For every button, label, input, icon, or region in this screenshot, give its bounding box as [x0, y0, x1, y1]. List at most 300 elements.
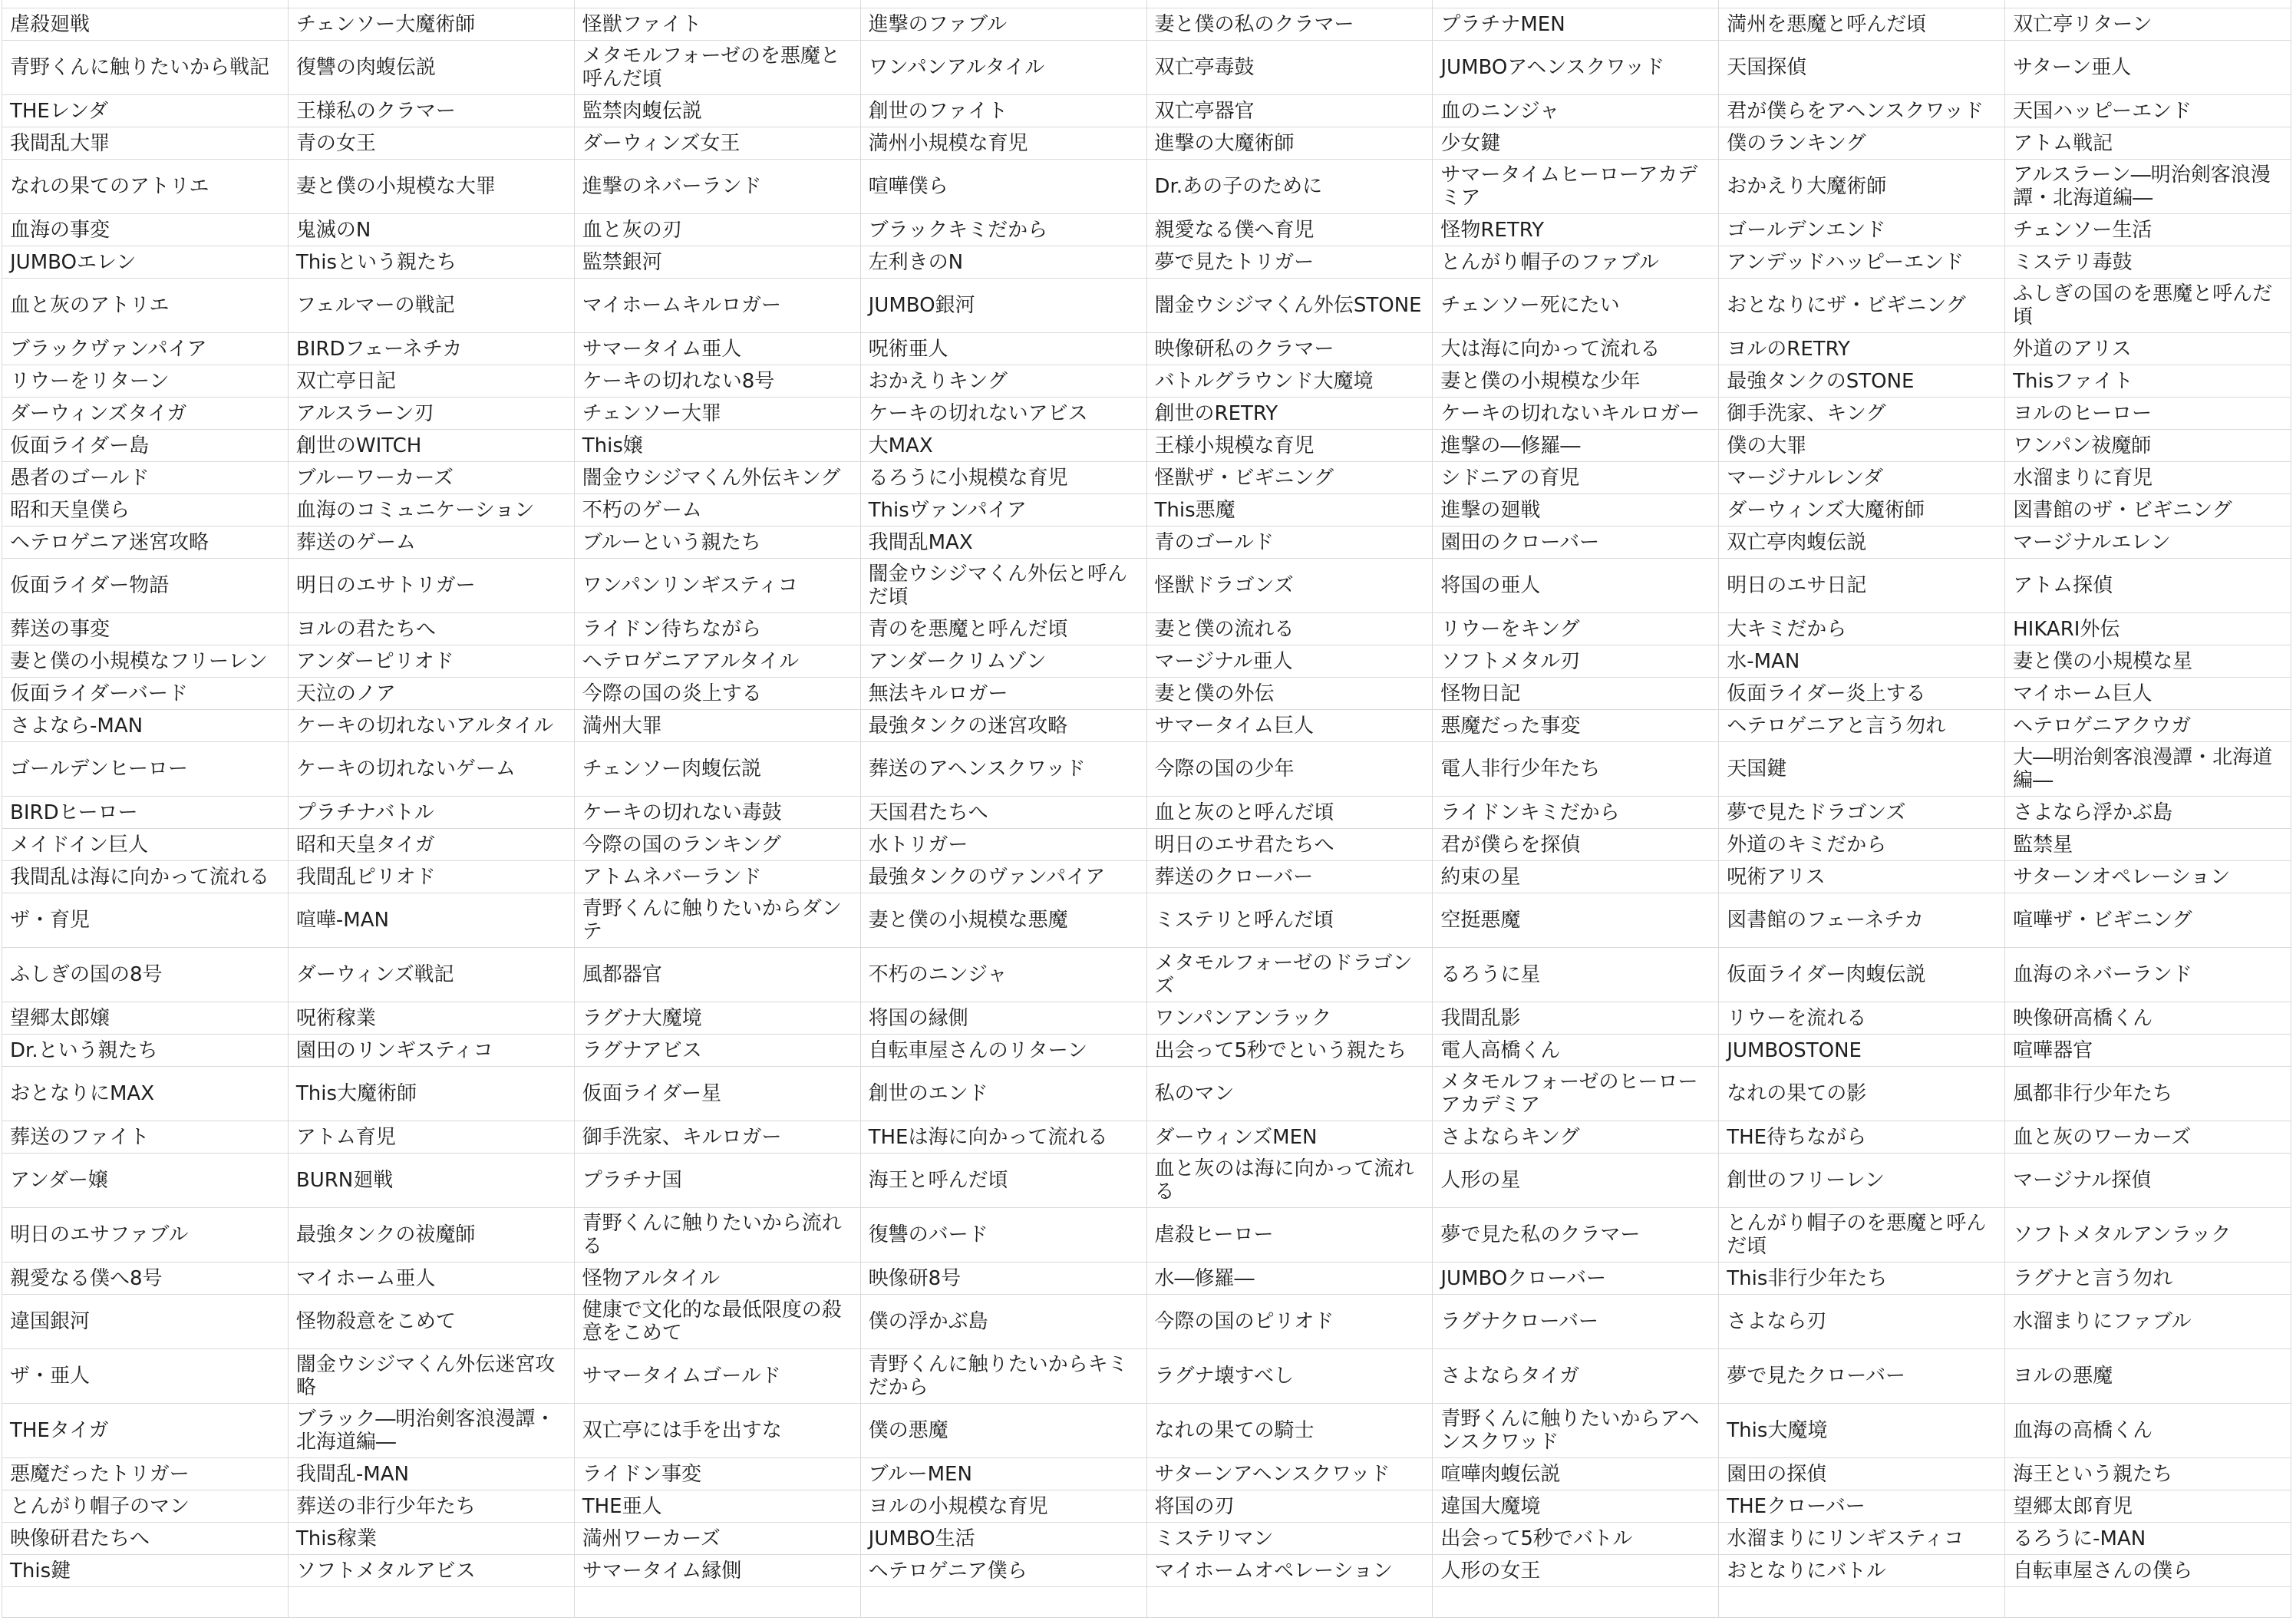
table-cell: ライドン事変: [574, 1458, 860, 1490]
table-cell: さよなら-MAN: [2, 710, 289, 742]
table-row: [2, 1555, 2291, 1587]
table-cell: 我間乱は海に向かって流れる: [2, 861, 289, 893]
table-cell: 不朽のニンジャ: [860, 948, 1146, 1002]
table-cell: るろうに-MAN: [2005, 1523, 2291, 1555]
table-cell: This大魔術師: [288, 1067, 574, 1121]
table-cell: [574, 1587, 860, 1618]
table-cell: 創世のフリーレン: [1719, 1154, 2005, 1208]
table-cell: 空挺悪魔: [1433, 893, 1719, 948]
table-cell: Thisヴァンパイア: [860, 494, 1146, 526]
table-cell: ザ・育児: [2, 893, 289, 948]
table-cell: 今際の国のピリオド: [1146, 1295, 1433, 1349]
table-cell: アトム探偵: [2005, 559, 2291, 613]
table-cell: マージナルレンダ: [1719, 462, 2005, 494]
table-cell: [288, 0, 574, 8]
table-cell: 君が僕らをアヘンスクワッド: [1719, 95, 2005, 127]
table-cell: サマータイムゴールド: [574, 1349, 860, 1404]
table-cell: 映像研8号: [860, 1263, 1146, 1295]
table-cell: ヘテロゲニアアルタイル: [574, 645, 860, 678]
table-cell: ダーウィンズ戦記: [288, 948, 574, 1002]
table-cell: 夢で見たトリガー: [1146, 246, 1433, 279]
table-cell: 仮面ライダーバード: [2, 678, 289, 710]
table-cell: 将国の縁側: [860, 1002, 1146, 1035]
table-cell: 喧嘩肉蝮伝説: [1433, 1458, 1719, 1490]
table-row: [2, 1208, 2291, 1263]
table-cell: 双亡亭毒鼓: [1146, 41, 1433, 95]
table-cell: BIRDフェーネチカ: [288, 333, 574, 365]
table-cell: ブルーという親たち: [574, 526, 860, 559]
table-cell: ミステリと呼んだ頃: [1146, 893, 1433, 948]
table-cell: マージナル亜人: [1146, 645, 1433, 678]
table-cell: フェルマーの戦記: [288, 279, 574, 333]
table-cell: チェンソー死にたい: [1433, 279, 1719, 333]
table-cell: 双亡亭器官: [1146, 95, 1433, 127]
table-cell: 我間乱影: [1433, 1002, 1719, 1035]
table-cell: プラチナ国: [574, 1154, 860, 1208]
table-cell: さよなら刃: [1719, 1295, 2005, 1349]
table-cell: プラチナMEN: [1433, 8, 1719, 41]
table-cell: 人形の女王: [1433, 1555, 1719, 1587]
table-cell: JUMBOアヘンスクワッド: [1433, 41, 1719, 95]
table-cell: アンデッドハッピーエンド: [1719, 246, 2005, 279]
table-cell: 映像研君たちへ: [2, 1523, 289, 1555]
table-cell: BIRDヒーロー: [2, 797, 289, 829]
table-cell: [1433, 0, 1719, 8]
table-cell: 将国の刃: [1146, 1490, 1433, 1523]
table-cell: るろうに小規模な育児: [860, 462, 1146, 494]
table-cell: ラグナ大魔境: [574, 1002, 860, 1035]
table-cell: 左利きのN: [860, 246, 1146, 279]
table-cell: 明日のエサ君たちへ: [1146, 829, 1433, 861]
table-cell: 昭和天皇タイガ: [288, 829, 574, 861]
table-cell: 妻と僕の小規模な星: [2005, 645, 2291, 678]
table-cell: 進撃のネバーランド: [574, 160, 860, 214]
table-cell: メイドイン巨人: [2, 829, 289, 861]
table-cell: 青のゴールド: [1146, 526, 1433, 559]
table-row: [2, 1404, 2291, 1458]
table-cell: 呪術アリス: [1719, 861, 2005, 893]
table-cell: 血と灰のは海に向かって流れる: [1146, 1154, 1433, 1208]
table-cell: ふしぎの国のを悪魔と呼んだ頃: [2005, 279, 2291, 333]
table-cell: サターンオペレーション: [2005, 861, 2291, 893]
table-cell: ケーキの切れないキルロガー: [1433, 398, 1719, 430]
table-cell: おかえりキング: [860, 365, 1146, 398]
table-cell: ラグナクローバー: [1433, 1295, 1719, 1349]
table-cell: JUMBO銀河: [860, 279, 1146, 333]
table-row: [2, 559, 2291, 613]
table-row: [2, 246, 2291, 279]
table-cell: 夢で見た私のクラマー: [1433, 1208, 1719, 1263]
table-cell: 進撃の廻戦: [1433, 494, 1719, 526]
table-cell: 血のニンジャ: [1433, 95, 1719, 127]
table-cell: 喧嘩ザ・ビギニング: [2005, 893, 2291, 948]
table-row: [2, 1295, 2291, 1349]
table-cell: 妻と僕の小規模なフリーレン: [2, 645, 289, 678]
table-cell: 創世のファイト: [860, 95, 1146, 127]
table-cell: 怪物アルタイル: [574, 1263, 860, 1295]
table-cell: 自転車屋さんの僕ら: [2005, 1555, 2291, 1587]
table-cell: ふしぎの国の8号: [2, 948, 289, 1002]
table-cell: THEは海に向かって流れる: [860, 1121, 1146, 1154]
table-cell: 双亡亭リターン: [2005, 8, 2291, 41]
table-cell: 僕の浮かぶ島: [860, 1295, 1146, 1349]
table-cell: 最強タンクのSTONE: [1719, 365, 2005, 398]
table-cell: 双亡亭肉蝮伝説: [1719, 526, 2005, 559]
table-cell: 最強タンクの迷宮攻略: [860, 710, 1146, 742]
table-cell: JUMBO生活: [860, 1523, 1146, 1555]
table-cell: 海王という親たち: [2005, 1458, 2291, 1490]
table-cell: ヨルのRETRY: [1719, 333, 2005, 365]
table-cell: ブラックキミだから: [860, 214, 1146, 246]
table-cell: 怪獣ザ・ビギニング: [1146, 462, 1433, 494]
table-cell: メタモルフォーゼのヒーローアカデミア: [1433, 1067, 1719, 1121]
table-cell: 怪物殺意をこめて: [288, 1295, 574, 1349]
table-cell: 最強タンクのヴァンパイア: [860, 861, 1146, 893]
table-cell: アンダーピリオド: [288, 645, 574, 678]
table-cell: ライドンキミだから: [1433, 797, 1719, 829]
table-cell: Thisファイト: [2005, 365, 2291, 398]
table-cell: 図書館のフェーネチカ: [1719, 893, 2005, 948]
table-cell: アトム育児: [288, 1121, 574, 1154]
table-row: [2, 948, 2291, 1002]
table-row: [2, 1035, 2291, 1067]
table-cell: 満州小規模な育児: [860, 127, 1146, 160]
table-cell: 夢で見たドラゴンズ: [1719, 797, 2005, 829]
table-cell: 妻と僕の小規模な悪魔: [860, 893, 1146, 948]
table-cell: 仮面ライダー炎上する: [1719, 678, 2005, 710]
table-cell: 今際の国の少年: [1146, 742, 1433, 797]
table-cell: 王様私のクラマー: [288, 95, 574, 127]
table-cell: メタモルフォーゼのを悪魔と呼んだ頃: [574, 41, 860, 95]
table-cell: ヨルの悪魔: [2005, 1349, 2291, 1404]
table-cell: おとなりにバトル: [1719, 1555, 2005, 1587]
table-cell: 園田のクローバー: [1433, 526, 1719, 559]
table-cell: THEタイガ: [2, 1404, 289, 1458]
table-cell: 血海の高橋くん: [2005, 1404, 2291, 1458]
table-cell: 仮面ライダー星: [574, 1067, 860, 1121]
table-cell: THE待ちながら: [1719, 1121, 2005, 1154]
table-cell: 葬送のファイト: [2, 1121, 289, 1154]
table-cell: ダーウィンズタイガ: [2, 398, 289, 430]
table-cell: ラグナと言う勿れ: [2005, 1263, 2291, 1295]
table-row: [2, 861, 2291, 893]
table-cell: 電人高橋くん: [1433, 1035, 1719, 1067]
table-cell: 自転車屋さんのリターン: [860, 1035, 1146, 1067]
table-cell: サターンアヘンスクワッド: [1146, 1458, 1433, 1490]
table-cell: [288, 1587, 574, 1618]
table-cell: 仮面ライダー肉蝮伝説: [1719, 948, 2005, 1002]
table-cell: アルスラーン刃: [288, 398, 574, 430]
table-cell: 血と灰のと呼んだ頃: [1146, 797, 1433, 829]
table-cell: チェンソー大罪: [574, 398, 860, 430]
table-cell: 僕のランキング: [1719, 127, 2005, 160]
table-cell: This稼業: [288, 1523, 574, 1555]
table-cell: 明日のエサトリガー: [288, 559, 574, 613]
table-cell: 明日のエサファブル: [2, 1208, 289, 1263]
table-cell: 大キミだから: [1719, 613, 2005, 645]
table-cell: 妻と僕の小規模な大罪: [288, 160, 574, 214]
table-cell: 大MAX: [860, 430, 1146, 462]
table-cell: BURN廻戦: [288, 1154, 574, 1208]
table-cell: 我間乱-MAN: [288, 1458, 574, 1490]
table-cell: ヨルの小規模な育児: [860, 1490, 1146, 1523]
table-cell: 喧嘩-MAN: [288, 893, 574, 948]
table-row: [2, 1002, 2291, 1035]
table-cell: 外道のアリス: [2005, 333, 2291, 365]
table-row: [2, 1523, 2291, 1555]
table-cell: 明日のエサ日記: [1719, 559, 2005, 613]
table-cell: 大は海に向かって流れる: [1433, 333, 1719, 365]
table-cell: チェンソー生活: [2005, 214, 2291, 246]
table-cell: ブルーMEN: [860, 1458, 1146, 1490]
table-cell: とんがり帽子のファブル: [1433, 246, 1719, 279]
table-cell: ソフトメタル刃: [1433, 645, 1719, 678]
table-cell: 青野くんに触りたいからダンテ: [574, 893, 860, 948]
table-row: [2, 462, 2291, 494]
table-cell: 血海のコミュニケーション: [288, 494, 574, 526]
table-cell: [1719, 0, 2005, 8]
table-cell: 出会って5秒でという親たち: [1146, 1035, 1433, 1067]
table-cell: リウーを流れる: [1719, 1002, 2005, 1035]
table-cell: 監禁星: [2005, 829, 2291, 861]
manga-title-table: [2, 0, 2291, 1618]
table-cell: 映像研私のクラマー: [1146, 333, 1433, 365]
table-cell: 悪魔だったトリガー: [2, 1458, 289, 1490]
table-cell: 望郷太郎嬢: [2, 1002, 289, 1035]
table-row: [2, 41, 2291, 95]
table-cell: 我間乱ピリオド: [288, 861, 574, 893]
table-row: [2, 797, 2291, 829]
table-cell: 水トリガー: [860, 829, 1146, 861]
table-cell: 健康で文化的な最低限度の殺意をこめて: [574, 1295, 860, 1349]
table-row: [2, 430, 2291, 462]
table-cell: 我間乱大罪: [2, 127, 289, 160]
table-cell: JUMBOエレン: [2, 246, 289, 279]
table-cell: ブラックヴァンパイア: [2, 333, 289, 365]
table-cell: 今際の国の炎上する: [574, 678, 860, 710]
table-cell: マイホーム巨人: [2005, 678, 2291, 710]
table-cell: チェンソー肉蝮伝説: [574, 742, 860, 797]
table-cell: アンダークリムゾン: [860, 645, 1146, 678]
table-cell: 風都非行少年たち: [2005, 1067, 2291, 1121]
table-cell: 怪獣ドラゴンズ: [1146, 559, 1433, 613]
table-cell: ヘテロゲニア迷宮攻略: [2, 526, 289, 559]
table-cell: バトルグラウンド大魔境: [1146, 365, 1433, 398]
table-cell: 妻と僕の流れる: [1146, 613, 1433, 645]
table-cell: ゴールデンヒーロー: [2, 742, 289, 797]
table-cell: 青野くんに触りたいから流れる: [574, 1208, 860, 1263]
table-row: [2, 678, 2291, 710]
table-cell: ワンパンアンラック: [1146, 1002, 1433, 1035]
table-cell: 親愛なる僕へ育児: [1146, 214, 1433, 246]
table-cell: [2, 0, 289, 8]
table-cell: アンダー嬢: [2, 1154, 289, 1208]
table-cell: さよならタイガ: [1433, 1349, 1719, 1404]
table-cell: ラグナアビス: [574, 1035, 860, 1067]
table-cell: This嬢: [574, 430, 860, 462]
table-cell: 望郷太郎育児: [2005, 1490, 2291, 1523]
table-cell: 葬送のアヘンスクワッド: [860, 742, 1146, 797]
table-cell: さよなら浮かぶ島: [2005, 797, 2291, 829]
table-cell: 葬送の非行少年たち: [288, 1490, 574, 1523]
table-cell: 満州大罪: [574, 710, 860, 742]
table-cell: ダーウィンズ大魔術師: [1719, 494, 2005, 526]
table-cell: 悪魔だった事変: [1433, 710, 1719, 742]
table-cell: おとなりにMAX: [2, 1067, 289, 1121]
table-cell: 仮面ライダー物語: [2, 559, 289, 613]
table-cell: 天国ハッピーエンド: [2005, 95, 2291, 127]
table-cell: ソフトメタルアンラック: [2005, 1208, 2291, 1263]
table-cell: ケーキの切れないアルタイル: [288, 710, 574, 742]
table-cell: チェンソー大魔術師: [288, 8, 574, 41]
table-cell: ケーキの切れない8号: [574, 365, 860, 398]
table-cell: 出会って5秒でバトル: [1433, 1523, 1719, 1555]
table-row: [2, 279, 2291, 333]
table-cell: 今際の国のランキング: [574, 829, 860, 861]
table-cell: 水―修羅―: [1146, 1263, 1433, 1295]
table-cell: [2005, 1587, 2291, 1618]
table-cell: ミステリマン: [1146, 1523, 1433, 1555]
table-row: [2, 365, 2291, 398]
table-row: [2, 494, 2291, 526]
table-cell: 喧嘩僕ら: [860, 160, 1146, 214]
table-cell: 違国大魔境: [1433, 1490, 1719, 1523]
table-cell: This非行少年たち: [1719, 1263, 2005, 1295]
table-cell: マージナルエレン: [2005, 526, 2291, 559]
table-cell: マージナル探偵: [2005, 1154, 2291, 1208]
table-cell: とんがり帽子のを悪魔と呼んだ頃: [1719, 1208, 2005, 1263]
table-cell: 天国君たちへ: [860, 797, 1146, 829]
table-cell: 葬送のゲーム: [288, 526, 574, 559]
table-cell: THEクローバー: [1719, 1490, 2005, 1523]
table-cell: 風都器官: [574, 948, 860, 1002]
table-cell: 僕の大罪: [1719, 430, 2005, 462]
table-cell: 青野くんに触りたいから戦記: [2, 41, 289, 95]
table-row: [2, 710, 2291, 742]
table-cell: This鍵: [2, 1555, 289, 1587]
table-cell: Dr.あの子のために: [1146, 160, 1433, 214]
table-row: [2, 742, 2291, 797]
table-cell: ヘテロゲニアと言う勿れ: [1719, 710, 2005, 742]
table-cell: 水-MAN: [1719, 645, 2005, 678]
table-cell: 双亡亭日記: [288, 365, 574, 398]
table-cell: 天国探偵: [1719, 41, 2005, 95]
table-cell: This悪魔: [1146, 494, 1433, 526]
table-cell: 創世のWITCH: [288, 430, 574, 462]
table-cell: 天国鍵: [1719, 742, 2005, 797]
table-cell: 親愛なる僕へ8号: [2, 1263, 289, 1295]
table-cell: ミステリ毒鼓: [2005, 246, 2291, 279]
table-cell: マイホームキルロガー: [574, 279, 860, 333]
table-cell: マイホームオペレーション: [1146, 1555, 1433, 1587]
table-row: [2, 8, 2291, 41]
table-cell: 我間乱MAX: [860, 526, 1146, 559]
table-row: [2, 333, 2291, 365]
table-cell: アトム戦記: [2005, 127, 2291, 160]
table-row: [2, 214, 2291, 246]
table-cell: 大―明治剣客浪漫譚・北海道編―: [2005, 742, 2291, 797]
table-cell: 血と灰のワーカーズ: [2005, 1121, 2291, 1154]
table-cell: 闇金ウシジマくん外伝迷宮攻略: [288, 1349, 574, 1404]
table-cell: 闇金ウシジマくん外伝と呼んだ頃: [860, 559, 1146, 613]
table-cell: ラグナ壊すべし: [1146, 1349, 1433, 1404]
table-cell: ワンパンアルタイル: [860, 41, 1146, 95]
table-cell: JUMBOSTONE: [1719, 1035, 2005, 1067]
table-cell: 葬送の事変: [2, 613, 289, 645]
table-cell: アトムネバーランド: [574, 861, 860, 893]
table-cell: [2005, 0, 2291, 8]
table-cell: [574, 0, 860, 8]
table-cell: ケーキの切れない毒鼓: [574, 797, 860, 829]
table-cell: 園田の探偵: [1719, 1458, 2005, 1490]
table-cell: リウーをキング: [1433, 613, 1719, 645]
table-cell: 青のを悪魔と呼んだ頃: [860, 613, 1146, 645]
table-cell: THE亜人: [574, 1490, 860, 1523]
table-cell: THEレンダ: [2, 95, 289, 127]
table-row: [2, 95, 2291, 127]
table-row: [2, 1490, 2291, 1523]
table-cell: ダーウィンズMEN: [1146, 1121, 1433, 1154]
table-row: [2, 127, 2291, 160]
table-cell: 青野くんに触りたいからアヘンスクワッド: [1433, 1404, 1719, 1458]
table-cell: HIKARI外伝: [2005, 613, 2291, 645]
table-cell: サマータイム亜人: [574, 333, 860, 365]
table-cell: ケーキの切れないゲーム: [288, 742, 574, 797]
table-cell: 僕の悪魔: [860, 1404, 1146, 1458]
table-cell: アルスラーン―明治剣客浪漫譚・北海道編―: [2005, 160, 2291, 214]
table-cell: ブラック―明治剣客浪漫譚・北海道編―: [288, 1404, 574, 1458]
table-cell: 青野くんに触りたいからキミだから: [860, 1349, 1146, 1404]
table-cell: ソフトメタルアビス: [288, 1555, 574, 1587]
table-cell: 約束の星: [1433, 861, 1719, 893]
table-cell: 虐殺廻戦: [2, 8, 289, 41]
table-cell: リウーをリターン: [2, 365, 289, 398]
table-cell: 妻と僕の小規模な少年: [1433, 365, 1719, 398]
table-cell: [1146, 1587, 1433, 1618]
table-cell: 少女鍵: [1433, 127, 1719, 160]
table-row: [2, 1121, 2291, 1154]
table-row: [2, 1067, 2291, 1121]
table-cell: ゴールデンエンド: [1719, 214, 2005, 246]
table-cell: 血海のネバーランド: [2005, 948, 2291, 1002]
manga-title-table-body: [2, 0, 2291, 1618]
table-cell: [860, 0, 1146, 8]
table-cell: 御手洗家、キング: [1719, 398, 2005, 430]
table-cell: [860, 1587, 1146, 1618]
table-cell: 喧嘩器官: [2005, 1035, 2291, 1067]
table-row-partial: [2, 0, 2291, 8]
table-cell: 君が僕らを探偵: [1433, 829, 1719, 861]
table-cell: 監禁銀河: [574, 246, 860, 279]
table-row: [2, 1154, 2291, 1208]
table-cell: 私のマン: [1146, 1067, 1433, 1121]
table-cell: 怪物RETRY: [1433, 214, 1719, 246]
table-cell: 最強タンクの祓魔師: [288, 1208, 574, 1263]
table-row: [2, 398, 2291, 430]
table-cell: 人形の星: [1433, 1154, 1719, 1208]
table-cell: Dr.という親たち: [2, 1035, 289, 1067]
table-cell: さよならキング: [1433, 1121, 1719, 1154]
table-cell: とんがり帽子のマン: [2, 1490, 289, 1523]
table-cell: 将国の亜人: [1433, 559, 1719, 613]
table-cell: なれの果てのアトリエ: [2, 160, 289, 214]
table-cell: ケーキの切れないアビス: [860, 398, 1146, 430]
table-cell: ヘテロゲニアクウガ: [2005, 710, 2291, 742]
table-cell: 青の女王: [288, 127, 574, 160]
table-row: [2, 893, 2291, 948]
table-cell: おかえり大魔術師: [1719, 160, 2005, 214]
table-cell: 虐殺ヒーロー: [1146, 1208, 1433, 1263]
